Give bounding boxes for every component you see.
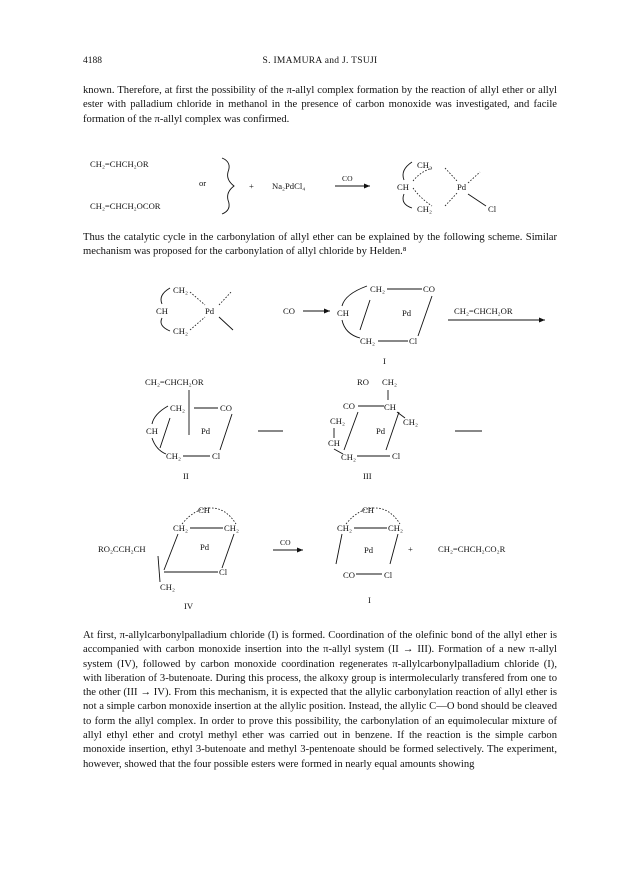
complex-I-label: I [383,356,386,366]
pd-cl-bond [468,194,486,206]
co-arrow-label: CO [280,538,291,547]
arrow-label-co: CO [342,174,353,183]
bond [336,534,342,564]
dashed-bond [445,168,458,182]
bond [222,534,234,568]
arrowhead-icon [297,548,303,553]
allyl-bond [403,162,412,180]
allyl-bond [342,320,360,338]
ether-over-arrow: CH₂=CHCH₂OR [454,306,513,316]
complex-I2-label: I [368,595,371,605]
complex-I2-pd: Pd [364,545,374,555]
brace-icon [222,158,234,214]
arrowhead-icon [364,184,370,189]
scheme-row-2 [145,377,482,481]
product-ch: CH [397,182,409,192]
dashed-bond [190,292,205,305]
complex-I2-cl: Cl [384,570,393,580]
complex-I2-ch: CH [362,505,374,515]
scheme-row-1 [156,284,545,366]
bond [344,412,358,450]
complex-II-ch2: CH₂ [170,403,185,413]
paragraph-intro: known. Therefore, at first the possibility of the π-allyl complex formation by the reaction of allyl ether or allyl ester with palladium chloride in methanol in the presence of carbon monoxide was investigated, and facile formation of the π-allyl complex was confirmed. [83,85,557,125]
scheme-row-3 [98,505,506,611]
bond [219,317,233,330]
complex-IV-cl: Cl [219,567,228,577]
dashed-bond [468,172,480,183]
paragraph-scheme-intro: Thus the catalytic cycle in the carbonylation of allyl ether can be explained by the following scheme. Similar mechanism was proposed for the carbonylation of allyl chloride by Helden.⁸ [83,232,557,258]
arrowhead-icon [324,309,330,314]
reagent-na2pdcl4: Na₂PdCl₄ [272,181,306,191]
bond [158,556,160,582]
complex-I-ch2-bottom: CH₂ [360,336,375,346]
running-head: S. IMAMURA and J. TSUJI [262,56,378,66]
arrowhead-icon [539,318,545,323]
dimer-ch2-bottom: CH₂ [173,326,188,336]
bond [390,534,398,564]
complex-II-cl: Cl [212,451,221,461]
complex-III-label: III [363,471,372,481]
product-ch2-bottom: CH₂ [417,204,432,214]
complex-IV-ch2-left: CH₂ [173,523,188,533]
complex-I2-ch2-right: CH₂ [388,523,403,533]
complex-IV-ch: CH [198,505,210,515]
complex-III-ch2-bottom: CH₂ [341,452,356,462]
complex-I-cl: Cl [409,336,418,346]
complex-IV-label: IV [184,601,194,611]
complex-III-ch2-top: CH₂ [382,377,397,387]
allyl-bond [342,286,367,306]
allyl-bond [161,288,170,304]
complex-II-olefin: CH₂=CHCH₂OR [145,377,204,387]
dashed-bond [190,317,205,330]
allyl-bond [161,318,170,331]
co-reagent: CO [283,306,295,316]
dashed-bond [219,291,232,305]
complex-III-cl: Cl [392,451,401,461]
bond [220,414,232,450]
complex-I2-ch2-left: CH₂ [337,523,352,533]
allyl-bond [152,438,166,454]
dimer-pd: Pd [205,306,215,316]
paragraph-mechanism: At first, π-allylcarbonylpalladium chloride (I) is formed. Coordination of the olefinic bond of the allyl ether is accompanied with carbon monoxide insertion into the π-allyl system (II → III). Formation of a new π-allyl system (IV), followed by carbon monoxide coordination regenerates π-allylcarbonylpalladium chloride (I), with liberation of 3-butenoate. During this process, the alkoxy group is intermolecularly transfered from one to the other (III → IV). From this mechanism, it is expected that the allylic carbonylation reaction of allyl ether is not a simple carbon monoxide insertion at the allylic position. Instead, the allylic C—O bond should be cleaved to form the allyl complex. In order to prove this possibility, the carbonylation of an equimolecular mixture of allyl ethyl ether and crotyl methyl ether was carried out in benzene. If the reaction is the simple carbon monoxide insertion, ethyl 3-butenoate and methyl 3-pentenoate should be formed selectively. The experiment, however, showed that the four possible esters were formed in nearly equal amounts showing [83,630,557,770]
bond [160,418,170,448]
plus-sign: + [249,181,254,191]
plus-sign: + [408,544,413,554]
bond [360,300,370,330]
dimer-ch: CH [156,306,168,316]
complex-I-ch2: CH₂ [370,284,385,294]
complex-IV-ester: RO₂CCH₂CH [98,544,146,554]
complex-III-ch2-right: CH₂ [403,417,418,427]
complex-III-ch2-left: CH₂ [330,416,345,426]
product-cl: Cl [488,204,497,214]
complex-I-co: CO [423,284,435,294]
complex-III-co: CO [343,401,355,411]
or-label: or [199,178,207,188]
bond [386,412,399,450]
complex-II-pd: Pd [201,426,211,436]
complex-III-pd: Pd [376,426,386,436]
complex-I-ch: CH [337,308,349,318]
complex-III-ro: RO [357,377,369,387]
allyl-bond [152,406,168,424]
page-number: 4188 [83,56,102,66]
equation-allyl-complex-formation [90,158,497,214]
bond [418,296,432,336]
complex-III-ch-right: CH [384,402,396,412]
complex-III-ch-left: CH [328,438,340,448]
complex-IV-pd: Pd [200,542,210,552]
product-3-butenoate: CH₂=CHCH₂CO₂R [438,544,506,554]
dimer-ch2-top: CH₂ [173,285,188,295]
bond [164,534,178,570]
complex-II-ch: CH [146,426,158,436]
complex-II-ch2-bottom: CH₂ [166,451,181,461]
reactant-allyl-ether: CH₂=CHCH₂OR [90,159,149,169]
product-pd: Pd [457,182,467,192]
complex-IV-ch2-right: CH₂ [224,523,239,533]
complex-IV-ch2-bottom: CH₂ [160,582,175,592]
product-ch2-top: CH₂ [417,160,432,170]
complex-II-label: II [183,471,189,481]
reactant-allyl-ester: CH₂=CHCH₂OCOR [90,201,161,211]
dashed-bond [445,192,458,206]
complex-II-co: CO [220,403,232,413]
complex-I2-co: CO [343,570,355,580]
allyl-bond [403,194,412,208]
complex-I-pd: Pd [402,308,412,318]
